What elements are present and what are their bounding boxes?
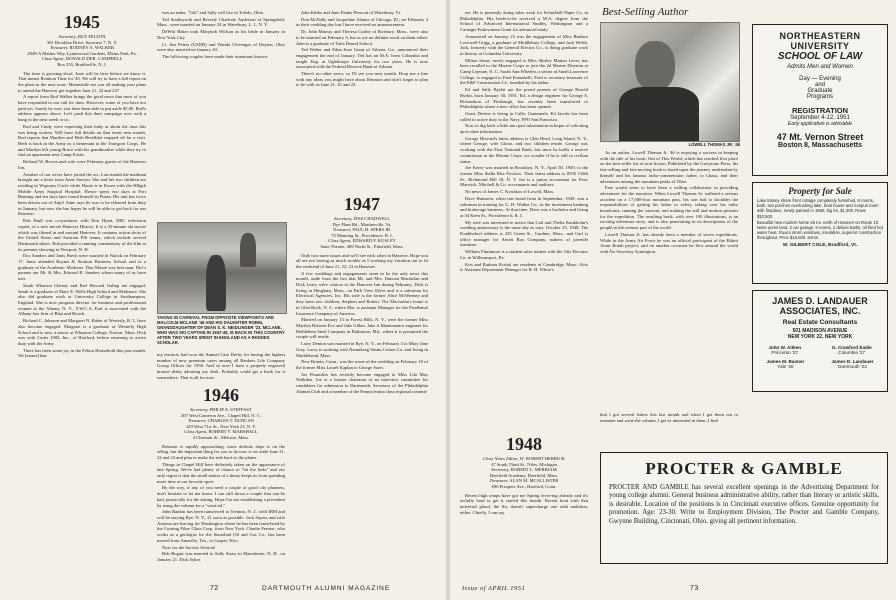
officer-role: Treasurer (332, 227, 351, 233)
officer-line: Box 255, Brattleville, N. J. (57, 61, 107, 67)
paragraph: Another of our wives have joined the act. Last month the mailman brought me a letter from Anne Sawyer. She and her two children are residing in Wigwam Circle while Houie is in Korea with the 806gth Mobile Army Surgical Hospital. Howie spent two days at Fort Benning and ten days later found himself in Pusan. His unit has twice been driven out of Anju! Anne says he was to be released from duty in January, but now she has hopes he will be able to get back for our Reunion. (18, 171, 146, 217)
officer-name: DONALD DER. CAMPBELL (65, 56, 123, 62)
paragraph: Larry Denton was married in Rye, N. Y., on February 3 to Mary Jane Gray. Larry is working with Naumkeag Steam Cotton Co. and living in Marblehead, Mass. (296, 341, 428, 358)
child-figure (240, 233, 256, 267)
paragraph: Dr. John Murray and Theresa Curley of Roxbury, Mass., were also to be married on February 3, but as yet no definite word on them either. John is a graduate of Tufts Dental School. (296, 29, 428, 46)
column-middle (157, 10, 285, 220)
officer-line: 207 West Cameron Ave., Chapel Hill, N. C. (180, 412, 262, 418)
ad-line: 47 Mt. Vernon Street (776, 132, 864, 142)
paragraph: Bob Bogart was married to Sally Straw in Manchester, N. H., on January 21. Dick Sykes (157, 551, 285, 562)
officer-role: Secretary (491, 467, 509, 473)
paragraph: Now to dig back a little into past information in hopes of soliciting up-to-date information. (460, 123, 588, 135)
landauer-ad (752, 290, 888, 392)
officer-name: EDWARD F. KUSLEY (352, 238, 396, 244)
paragraph: Recent high temps have got me Spring fever-ing already and it's awfully hard to get it started this month. Recent bout with that universal ghoul, the flu, doesn't supercharge one with ambition, either. Chiefly, I can say (460, 492, 588, 515)
paragraph: Lt. Jim Peters (USNR) and Wanda Clevenger of Dayton, Ohio were also married on January 20. (157, 41, 285, 53)
ad-line: Programs (806, 94, 833, 100)
landauer-line: JAMES D. LANDAUER (772, 296, 868, 306)
officer-line: Treasurer, PAUL H. SPERS JR. (332, 227, 392, 233)
partner-class: Columbia '27 (838, 350, 866, 356)
middle-after-caption: my territory had won the Annual Case Derby for having the highest number of new premium cases among all Bankers Life Company Group Offices for 1950. And so now I have a properly engraved bronze derby adorning my desk. Probably could get a buck for it somewhere. That is all for now. (157, 352, 285, 380)
portrait-head (635, 41, 675, 91)
landauer-line: 501 MADISON AVENUE (792, 328, 848, 334)
paragraph: By the way, if any of you need a couple of good city planners, don't hesitate to let me know. I can still down a couple that can be had, practically for the asking. Hope I'm not establishing a precedent by using the column for a "want-ad." (157, 485, 285, 508)
partner-name: John W. Aitken (768, 345, 802, 350)
paragraph: Reunion is rapidly approaching, more definite dope is on the offing, but the important thing for you to do now is set aside June 21, 22 and 23 and plan to make the trek back to the plains. (157, 443, 285, 460)
officer-line: Dye Plant Rd., Martinsville, Va. (332, 221, 392, 227)
class-1947-heading: 1947 (344, 194, 380, 214)
officer-line: 47 South Third St., Niles, Michigan (491, 461, 557, 467)
officer-name: JESS CHADWELL (353, 216, 391, 221)
ad-line: Admits Men and Women (787, 64, 853, 70)
page-73 (450, 0, 896, 600)
partner (831, 359, 873, 370)
ad-line: and (814, 82, 825, 88)
paragraph: There has been some joy in the Felton Household this past month. We learned that (18, 347, 146, 359)
ad-line: NORTHEASTERN (779, 31, 861, 41)
property-body-2: Beautiful new modern home 25 mi. north of Hanover on Route 10. Nose acres land, 2 car garage, 9 rooms, 2 deluxe baths, oil fired hot water heat, Ruuco storm windows, insulation, superior construction throughout. Price $16,500. terms. (757, 219, 883, 241)
middle-column-body (157, 10, 285, 60)
officer-line: Treasurer, RODNEY A. WALKER (49, 45, 115, 51)
best-selling-paragraphs (600, 150, 738, 255)
best-selling-author-heading: Best-Selling Author (602, 6, 689, 18)
paragraph: was an usher. "Gib" and Sally will live in Toledo, Ohio. (162, 10, 265, 15)
officer-role: Class Notes Editor (483, 456, 518, 461)
property-body-1: Lake Mosey shore front cottage completely furnished, 8 rooms, bath, two porches overlooking lake, boat house and rumpus room with fireplace, newly painted in 1950, big lot, $1,300, Rowe $10,500. (757, 198, 879, 219)
officer-role: Secretary (190, 407, 208, 412)
paragraph: John Kibbe and June Elaine Prescott of Waterbury, Vt. (301, 10, 402, 15)
officer-line: 73 Manning St., Providence, R. I. (331, 232, 393, 238)
paragraph: Joe Flounders has recently become engaged to Miss Lila May Walkden. Joe is a former chairman of an interview committee for candidates for admission to Dartmouth, Secretary of the Philadelphia Alumni Club and a member of the Pennsylvania class regional commit- (296, 371, 428, 394)
paragraph: A report from Rod Walker brings the good news that most of you have responded to our call for dues. However, some of you have not paid yet. Surely by now you have been able to put aside $5.00. Rod's address appears above. Let's push this dues campaign over with a bang in the next week or so. (18, 94, 146, 123)
ad-line: Graduate (807, 88, 833, 94)
landauer-line: Real Estate Consultants (782, 319, 858, 326)
lowell-thomas-photo (600, 22, 740, 142)
partner-name: G. Crawford Eadie (831, 345, 872, 350)
officer-line: Class Notes Editor, W. ROBERT HERRICK (483, 456, 565, 461)
column-right-1 (460, 10, 588, 430)
landauer-line: ASSOCIATES, INC. (779, 306, 861, 316)
officer-line: Treasurer, ALAN M. MCALLISTER (489, 478, 559, 484)
officer-line: Secretary, REX FELTON (58, 34, 106, 39)
officer-name: RODNEY A. WALKER (69, 45, 115, 51)
best-selling-body (600, 150, 738, 410)
ad-line: UNIVERSITY (790, 41, 850, 51)
officer-line: Secretary, PHILIP A. STEFFAST (190, 407, 252, 412)
class-1946-body (157, 444, 285, 563)
officer-role: Class Agent (41, 56, 64, 62)
paragraph: Now for the Society Section! (162, 544, 216, 550)
paragraph: George Howard's latest address is Glen Head, Long Island, N. Y., where George, wife Gloria, and two children reside. George was working with the First National Bank, but since he holds a reserve commission in the Marine Corps, we wonder if he is still in civilian status. (460, 135, 588, 164)
pg-title: PROCTER & GAMBLE (645, 459, 843, 478)
officer-name: ROBERT L. MERRIAM (510, 467, 557, 473)
partner-class: Dartmouth '23 (838, 364, 867, 370)
carnival-caption: TAKING IN CARNIVAL FROM OPPOSITE VIEWPOINTS ARE MALCOLM MCLANE '46 AND HIS DAUGHTER ROBIN, GRANDDAUGHTER OF DEAN S. K. NEIDLINGER '23. MCLANE, WHO WAS SKI CAPTAIN IN 1947-48, IS BACK IN THIS COUNTRY AFTER TWO YEARS SPENT IN ENGLAND AS A RHODES SCHOLAR. (157, 315, 285, 346)
class-1945-body (18, 71, 146, 359)
paragraph: Only two more issues and we'll see each other in Hanover. Hope you all are not having as much trouble as I working my vacation out to fit the weekend of June 21, 22, 23 in Hanover. (296, 252, 428, 269)
officer-role: Secretary (58, 34, 76, 39)
partner-class: Yale '30 (777, 364, 794, 370)
column-1947 (296, 192, 428, 572)
paragraph: Ed and Sally Byrkit are the proud parents of George Harold Byrkit, born January 30, 1951. Ed, a design engineer for George S. Richardson of Pittsburgh, has recently been transferred to Philadelphia where a new office has been opened. (460, 87, 588, 110)
paragraph: Lowell Thomas Jr. has already been a member of seven expeditions. While in the Army Air Force he was an official participant of the Bikini Atom Bomb project, and on another occasion he flew around the world with Air Secretary Symington. (600, 231, 738, 254)
paragraph: Sarah Wharton Cheney and Earl Howard Gallup are engaged. Sarah is a graduate of Mary E. Wells High School and Skidmore. She also did graduate work at University College in Southampton, England. She is now program director for business and professional women at the Albany, N. Y., Y.W.C.A. Earl is associated with the Albany law firm of Blau and Bouck. (18, 282, 146, 317)
officer-name: PHILIP A. STEFFAST (209, 407, 252, 412)
ad-line: Day — Evening (799, 76, 841, 82)
officer-name: PAUL H. SPERS JR. (352, 227, 392, 233)
pg-body: PROCTER AND GAMBLE has several excellent openings in the Advertising Department for young college alumni. General business administrative ability, rather than literary or artistic skills, is desirable. Location of the positions is in Cincinnati executive offices. Genuine opportunity for promotion. Age: 23-30. Write to Employment Division, The Procter and Gamble Company, Gwynne Building, Cincinnati, Ohio, giving all pertinent information. (609, 484, 879, 525)
officer-role: Class Agent (328, 238, 351, 244)
partner (767, 359, 805, 370)
officer-role: Treasurer (188, 418, 206, 424)
class-1948-officers (460, 456, 588, 490)
paragraph: Kris and Barbara Kristal are residents of Cambridge, Mass.; Kris is Assistant Department Manager for R. H. White's. (460, 261, 588, 273)
officer-line: 301 Brooklea Drive, Syracuse 7, N. Y. (46, 39, 118, 45)
partner-class: Princeton '27 (771, 350, 799, 356)
class-1946-officers (157, 407, 285, 441)
issue-label: Issue of APRIL 1951 (462, 585, 526, 592)
partner-name: James D. Landauer (831, 358, 874, 364)
carnival-photo (157, 222, 287, 314)
landauer-partners-row-1 (753, 345, 887, 356)
procter-gamble-ad (600, 452, 888, 564)
northeastern-law-ad (752, 24, 888, 176)
paragraph: Ted Southworth and Beverly Charlotte Anderson of Springfield, Mass., were married on January 24 in Waterbury, L. I., N. Y. (157, 16, 285, 28)
paragraph: Richard W. Brown and wife were February guests of the Hanover Inn. (18, 159, 146, 170)
ad-line: September 4-12, 1951 (790, 115, 850, 121)
officer-line: Class Agent, ROBERT V. MARSHALL (184, 429, 258, 435)
officer-name: ALAN M. MCALLISTER (509, 478, 559, 484)
lowell-thomas-caption: LOWELL THOMAS JR. '46 (688, 142, 740, 147)
page-number-left: 72 (210, 585, 219, 592)
middle-column-body-2 (296, 10, 428, 88)
right-column-1-body (460, 10, 588, 273)
officer-role: Secretary (333, 216, 352, 221)
paragraph: New Britain, Conn., was the scene of the wedding on February 10 of the former Miss Laurel Kaplan to George Saret. (296, 359, 428, 370)
officer-line: 229 West 71st St., New York 23, N. Y. (185, 423, 257, 429)
paragraph: Richard C. Johnson and Margaret N. Baker of Westerly, R. I., have also become engaged. Margaret is a graduate of Westerly High School and is now a senior at Wheaton College, Norton, Mass. Dick was with Curtis 1000, Inc., of Hartford, before returning to active duty with the Army. (18, 318, 146, 346)
officer-line: 696 Prospect Ave., Hartford, Conn. (491, 483, 557, 489)
paragraph: There's no other news, so I'll see you next month. Drop me a line with any ideas you might have about Reunion and don't forget to plan to be with us June 21, 22 and 23. (296, 71, 428, 88)
column-middle-continued (157, 352, 285, 382)
ad-line: REGISTRATION (791, 106, 849, 115)
class-1945-officers (18, 34, 146, 68)
paragraph: Married on January 13 in Forest Hills, N. Y., were the former Miss Marilyn Roberta Fox and Jake Gilber. Jake is Maintenance engineer for Bethlehem Steel Company in Baltimore, Md., where it is presumed the couple will reside. (296, 317, 428, 340)
officer-name: ROBERT V. MARSHALL (208, 429, 258, 435)
officer-name: REX FELTON (78, 34, 106, 39)
paragraph: No news of James C. Kyriakos of Lowell, Mass. (465, 189, 555, 195)
paragraph: Doc Sanders and Janis Paech were married in Natick on February 17. Janis attended Bryant & Stratton Business School and is a graduate of the Academic Moderne. Don Moore was best man. Doc's parents are Mr. & Mrs. Edward R. Sanders whom many of us have met. (18, 253, 146, 282)
ad-line: Early application is advisable (787, 121, 853, 127)
paragraph: The following couples have made their intentions known: (162, 53, 269, 59)
after-photo-text: that I got several letters this last month and when I get them out to examine and write the column, I get so interested in them, I find (600, 412, 738, 423)
officer-line: Class Agent, EDWARD F. KUSLEY (328, 238, 396, 244)
class-1948-heading: 1948 (506, 434, 542, 454)
paragraph: DeWitt Baker took Marybob Willson as his bride in January in New York City. (157, 29, 285, 40)
paragraph: Fate would seem to have been a willing collaborator in providing adventures for the narrative. When Lowell Thomas Sr. suffered a serious accident on a 17,000-foot mountain pass, his son had to shoulder the responsibilities of getting his father to safety, taking over his radio broadcasts, running the caravan, and making the still and motion pictures for the expedition. The resulting book, with over 100 illustrations, is an exciting adventure story, and is also penetrating in its descriptions of the people in this remote part of the world. (600, 185, 738, 231)
paragraph: Rod and Cindy were expecting their baby at about the time this was being written. Will have full details on that event next month. Rod reports that Marilyn and Herb Breidblat stopped off for a visit. Herb is back in the Army as a lieutenant in the Transport Corps. He and Marilyn left young Bruce with his grandmother while they try to find an apartment near Camp Eustis. (18, 123, 146, 158)
page-72 (0, 0, 446, 600)
paragraph: A few weddings and engagements seem to be the only news this month, aside from the fact that Mr. and Mrs. Duncan Macfarlan and Dick Leary were visitors at the Hanover Inn during February. Dick is living in Hingham, Mass., on Park View Drive and is a salesman for Electrical Agencies, Inc. His wife is the former Alice McWeeney and they have two children, Stephen and Robert. The Macfarlan's home is in Glen Rock, N. J., where Mac is assistant Manager for the Prudential Insurance Company of America. (296, 270, 428, 316)
column-1948 (460, 432, 588, 572)
class-1945-heading: 1945 (64, 12, 100, 32)
paragraph: Announced on January 23 was the engagement of Miss Barbara Lovewell-Grigg, a graduate of Middlebury College, and Jack Welsh. Jack, formerly with the General Electric Co., is doing graduate work in history at Columbia University. (460, 33, 588, 56)
officer-line: Secretary, ROBERT L. MERRIAM (491, 467, 557, 473)
officer-line: Secretary, JESS CHADWELL (333, 216, 391, 221)
class-1947-body (296, 253, 428, 395)
officer-name: W. ROBERT HERRICK (519, 456, 565, 461)
paragraph: The time is growing short. June will be here before we know it. That means Reunion Time for '45. We will try to have a full report on the plans in the next issue. Meanwhile are you all making your plans to attend the Hanover get-together June 21, 22 and 23? (18, 70, 146, 93)
officer-line: 4 Chestnut St., Melrose, Mass. (192, 434, 250, 440)
paragraph: Milton Stone, newly engaged to Miss Shirley Marian Lever, has been recalled to the Marine Corps to join the 2d Marine Division at Camp Lejeune, N. C. Sarah Ann Wheeler, a senior at Sarah Lawrence College, is engaged to Fred Fraunhelli. Fred is secretary-treasurer of the E&F Construction Co. founded by his father. (460, 57, 588, 86)
landauer-line: NEW YORK 22, NEW YORK (787, 334, 853, 340)
property-for-sale-ad (752, 182, 888, 284)
officer-name: CHARLES T. DUNCAN (207, 418, 254, 424)
paragraph: William Finnimore is a student sales trainee with the Otis Elevator Co. in Williamsport, Pa. (460, 249, 588, 260)
partner (832, 345, 872, 356)
officer-line: State Theater, 406 North St., Pittsfield, Mass. (320, 243, 404, 249)
column-3-top (296, 10, 428, 190)
paragraph: Joe Kerey was married in Brooklyn, N. Y., April 30, 1949, to the former Miss Stella Rita Powlow. Their latest address is 8592 116th St., Richmond Hill 18, N. Y. Joe is a junior accountant for Peat, Marwick, Mitchell & Co. accountants and auditors. (460, 165, 588, 188)
column-1946 (157, 383, 285, 573)
partner (768, 345, 801, 356)
column-1948-continued (600, 412, 738, 442)
paragraph: Things in Chapel Hill have definitely taken on the appearance of late Spring. We've had plenty of chance to "hit the links" and our only regret is that the small matter of a thesis keeps us from spending more time at our favorite sport. (157, 461, 285, 484)
column-1945 (18, 10, 146, 570)
skier-figure (206, 255, 226, 311)
officer-role: Treasurer (49, 45, 68, 51)
paragraph: Ozzie Devine is living in Calle, Guatemala. Ed Jacobs has been called to active duty in the Navy, FPO San Francisco. (460, 110, 588, 122)
paragraph: Dave Hunstein, when last heard from in September, 1949, was a salesman in training for G. H. Walker Co., in the investment banking and brokerage business. At that time, Dave was a bachelor and living at 34 Keen St., Providence 6, R. I. (460, 195, 588, 218)
magazine-runner: DARTMOUTH ALUMNI MAGAZINE (262, 585, 391, 592)
portrait-body (619, 87, 699, 141)
class-1946-heading: 1946 (203, 385, 239, 405)
property-contact: W. GILBERT COLE, Bradford, Vt. (782, 242, 858, 248)
paragraph: Bob Paull was co-producer with Don Hyatt, NBC television expert, of a new movie Hanover History. It is a 45-minute ski movie which was filmed in and around Hanover. It contains action shots of the United States and Austrian FIS teams, which include several Dartmouth skiers. Bob provided a running commentary of the film at its premier showing in Newport, N. H. (18, 218, 146, 252)
partner-name: James M. Banner (766, 358, 805, 364)
paragraph: Ted Walter and Edna Jean Grant of Atlanta, Ga., announced their engagement the end of January. Ted has an M.A. from Columbia and taught Eng. at Oglethorpe University for two years. He is now associated with the Federal Reserve Bank of Atlanta. (296, 47, 428, 70)
officer-role: Class Agent (184, 429, 207, 435)
paragraph: My wife was interested to notice that Carl and Thelia Kunkholm's wedding anniversary is the same day as ours, October 23, 1948. The Kunkholm's address is 235 Green St., Gardner, Mass., and Carl is office manager for Arnett Box Company, makers of juvenile furniture. (460, 219, 588, 248)
officer-line: Deerfield Academy, Deerfield, Mass. (489, 472, 559, 478)
paragraph: Don McNally and Jacqueline Adams of Chicago, Ill., set February 3 as their wedding day but I have received no announcement. (296, 16, 428, 28)
officer-line: 2049-A Mather Way, Lynnewood Gardens, Elkins Park, Pa. (27, 50, 137, 56)
officer-line: Class Agent, DONALD DER. CAMPBELL (41, 56, 123, 62)
officer-role: Treasurer (489, 478, 507, 484)
ad-line: SCHOOL OF LAW (777, 51, 863, 62)
paragraph: tee. He is presently doing sales work for Schuylkill Paper Co. in Philadelphia. His bride-to-be received a M.A. degree from the School of Advanced International Studies, Washington and a Carnegie Endowment Grant for advanced study. (460, 10, 588, 33)
paragraph: John Rankin has been transferred to Trenton, N. J., with IBM and will be staying Rye, N. Y., 21 soon as possible. Jack Sayers and wife Antonia are leaving for Washington where he has been transferred by the Corning Fibre Glass Corp. from New York. Charlie Perrine, who works as a geologist for the Stanolind Oil and Gas Co., has been moved from Amarillo, Tex., to Casper, Wyo. (157, 509, 285, 543)
landauer-partners-row-2 (753, 359, 887, 370)
property-title: Property for Sale (788, 186, 852, 196)
paragraph: As an author, Lowell Thomas Jr. '46 is enjoying a success in keeping with the title of his book, Out of This World, which has reached first place on the best-seller list of non-fiction. Published by the Greystone Press, his fast-selling and fast-moving book is based upon the journey undertaken by himself and his famous radio-commentator father, to Lhasa, and their adventures among the mountain peaks of Tibet. (600, 150, 738, 184)
page-number-right: 73 (690, 585, 699, 592)
ad-line: Boston 8, Massachusetts (777, 142, 863, 149)
officer-line: Treasurer, CHARLES T. DUNCAN (188, 418, 254, 424)
class-1947-officers (296, 216, 428, 250)
class-1948-body (460, 493, 588, 516)
